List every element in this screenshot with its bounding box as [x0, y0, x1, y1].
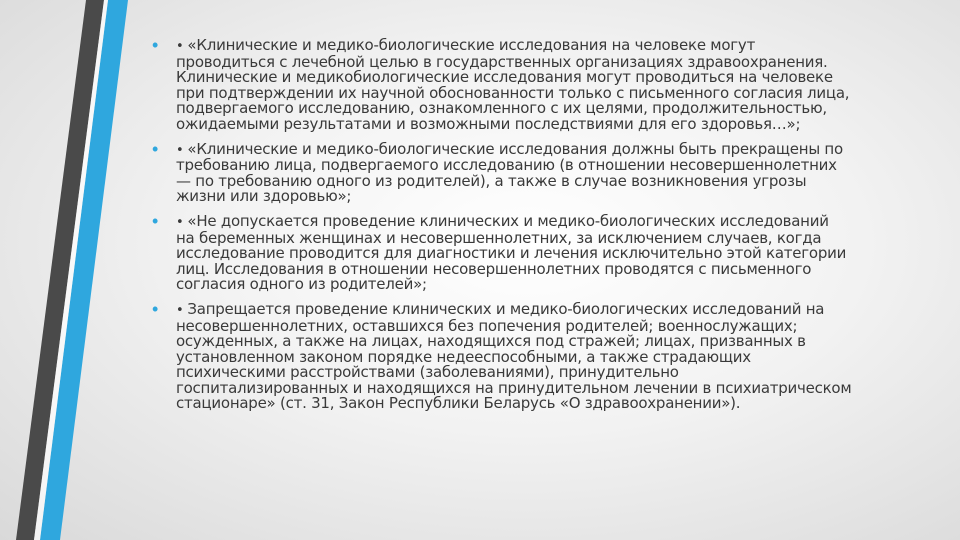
inner-bullet-marker: •: [176, 302, 184, 318]
list-item: [150, 298, 940, 413]
item-text: Запрещается проведение клинических и медико-биологических исследований на несовершеннолетних, оставшихся без попечения родителей; военнослужащих; осужденных, а также на лицах, находящихся под стражей; лицах, призванных в установленном законом порядке недееспособными, а также страдающих психическими расстройствами (заболеваниями), принудительно госпитализированных и находящихся на принудительном лечении в психиатрическом стационаре» (ст. 31, Закон Республики Беларусь «О здравоохранении»).: [176, 299, 852, 413]
bullet-marker: •: [152, 298, 159, 319]
item-text: «Клинические и медико-биологические исследования на человеке могут проводиться с лечебной целью в государственных организациях здравоохранения. Клинические и медикобиологические исследования могут проводиться на человеке при подтверждении их научной обоснованности только с письменного согласия лица, подвергаемого исследованию, ознакомленного с их целями, продолжительностью, ожидаемыми результатами и возможными последствиями для его здоровья…»;: [176, 36, 850, 133]
list-item: [150, 138, 940, 206]
item-text: «Не допускается проведение клинических и медико-биологических исследований на беременных женщинах и несовершеннолетних, за исключением случаев, когда исследование проводится для диагностики и лечения исключительно этой категории лиц. Исследования в отношении несовершеннолетних проводятся с письменного согласия одного из родителей»;: [176, 211, 847, 294]
list-item: [150, 35, 940, 133]
inner-bullet-marker: •: [176, 39, 184, 54]
slide-content: [150, 35, 940, 421]
bullet-marker: •: [152, 138, 159, 159]
bullet-marker: •: [152, 35, 159, 55]
inner-bullet-marker: •: [176, 214, 184, 230]
list-item: [150, 210, 940, 294]
inner-bullet-marker: •: [176, 142, 184, 158]
bullet-marker: •: [152, 210, 159, 231]
item-text: «Клинические и медико-биологические исследования должны быть прекращены по требованию лица, подвергаемого исследованию (в отношении несовершеннолетних — по требованию одного из родителей), а также в случае возникновения угрозы жизни или здоровью»;: [176, 139, 843, 206]
bullet-list: [150, 35, 940, 413]
light-stripe: [34, 0, 108, 540]
decorative-side-stripes: [0, 0, 140, 540]
